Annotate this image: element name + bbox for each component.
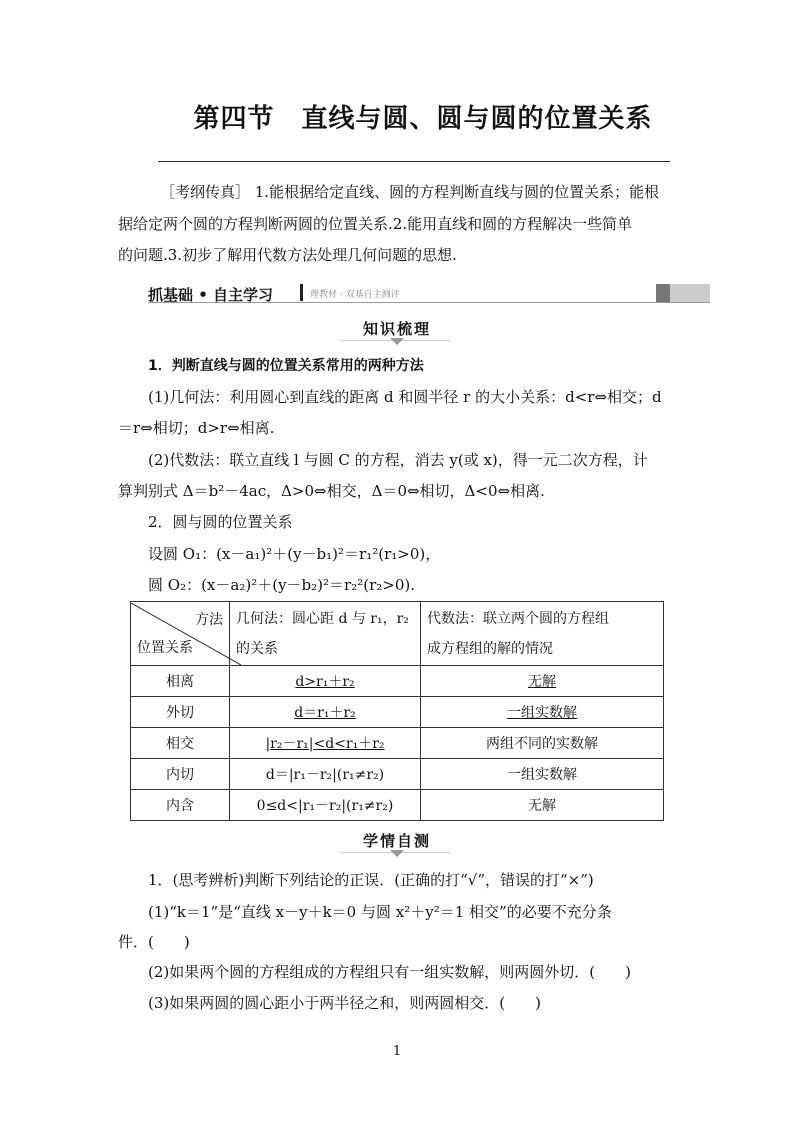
- algebraic-cell: 无解: [421, 790, 664, 821]
- algebraic-cell: 一组实数解: [421, 759, 664, 790]
- k1-geometric-2: ＝r⇔相切；d>r⇔相离.: [118, 419, 275, 437]
- table-header-row: [131, 602, 664, 666]
- question-1-3: (3)如果两圆的圆心距小于两半径之和，则两圆相交．( ): [148, 994, 541, 1012]
- header-algebraic-line1: 代数法：联立两个圆的方程组: [427, 610, 609, 627]
- selftest-arrow-icon: [390, 850, 404, 857]
- table-row: [131, 666, 664, 697]
- k1-title: 1．判断直线与圆的位置关系常用的两种方法: [148, 358, 424, 374]
- header-algebraic: [421, 602, 664, 666]
- intro-line-2: 据给定两个圆的方程判断两圆的位置关系.2.能用直线和圆的方程解决一些简单: [118, 215, 633, 233]
- relation-cell: 相交: [131, 728, 230, 759]
- circle-relation-table: [130, 601, 664, 821]
- question-1-1b: 件．( ): [118, 933, 190, 951]
- header-geometric-line2: 的关系: [236, 640, 278, 657]
- header-geometric-line1: 几何法：圆心距 d 与 r₁，r₂: [236, 610, 409, 627]
- knowledge-arrow-icon: [390, 338, 404, 345]
- k1-geometric-1: (1)几何法：利用圆心到直线的距离 d 和圆半径 r 的大小关系：d<r⇔相交；d: [148, 388, 662, 406]
- table-row: [131, 697, 664, 728]
- k2-circle-o2: 圆 O₂：(x－a₂)²＋(y－b₂)²＝r₂²(r₂>0).: [148, 576, 415, 594]
- question-1-1a: (1)“k＝1”是“直线 x－y＋k＝0 与圆 x²＋y²＝1 相交”的必要不充分条: [148, 903, 612, 921]
- section-divider: [300, 284, 303, 301]
- selftest-heading: 学情自测: [362, 832, 431, 850]
- section-bar-light-block: [670, 284, 710, 302]
- geometric-cell: 0≤d<|r₁－r₂|(r₁≠r₂): [230, 790, 421, 821]
- page-title: 第四节 直线与圆、圆与圆的位置关系: [193, 104, 653, 134]
- page-number: 1: [392, 1044, 402, 1059]
- section-label: 抓基础 • 自主学习: [148, 286, 274, 304]
- intro-line-1: ［考纲传真］ 1.能根据给定直线、圆的方程判断直线与圆的位置关系；能根: [160, 183, 660, 201]
- table-row: [131, 790, 664, 821]
- section-bar-dark-block: [656, 284, 670, 302]
- geometric-cell: d＝|r₁－r₂|(r₁≠r₂): [230, 759, 421, 790]
- relation-cell: 内含: [131, 790, 230, 821]
- knowledge-heading: 知识梳理: [362, 320, 431, 338]
- header-algebraic-line2: 成方程组的解的情况: [427, 640, 553, 657]
- algebraic-cell: 无解: [421, 666, 664, 697]
- question-1: 1．(思考辨析)判断下列结论的正误．(正确的打“√”，错误的打“×”): [148, 871, 594, 889]
- algebraic-cell: 一组实数解: [421, 697, 664, 728]
- geometric-cell: d>r₁＋r₂: [230, 666, 421, 697]
- table-row: [131, 728, 664, 759]
- table-row: [131, 759, 664, 790]
- relation-cell: 相离: [131, 666, 230, 697]
- k1-algebraic-1: (2)代数法：联立直线 l 与圆 C 的方程，消去 y(或 x)，得一元二次方程，计: [148, 451, 648, 469]
- section-bar: [148, 284, 710, 302]
- header-method: 方法: [195, 611, 223, 628]
- k2-title: 2．圆与圆的位置关系: [148, 513, 293, 531]
- section-sublabel: 理教材 · 双基自主测评: [310, 290, 400, 300]
- geometric-cell: |r₂－r₁|<d<r₁＋r₂: [230, 728, 421, 759]
- geometric-cell: d＝r₁＋r₂: [230, 697, 421, 728]
- header-relation: 位置关系: [137, 639, 193, 656]
- k1-algebraic-2: 算判别式 Δ＝b²－4ac，Δ>0⇔相交，Δ＝0⇔相切，Δ<0⇔相离.: [118, 482, 545, 500]
- relation-cell: 外切: [131, 697, 230, 728]
- question-1-2: (2)如果两个圆的方程组成的方程组只有一组实数解，则两圆外切．( ): [148, 963, 631, 981]
- intro-line-3: 的问题.3.初步了解用代数方法处理几何问题的思想.: [118, 246, 457, 264]
- section-rule: [148, 302, 710, 303]
- table-corner-cell: [131, 602, 230, 666]
- k2-circle-o1: 设圆 O₁：(x－a₁)²＋(y－b₁)²＝r₁²(r₁>0)，: [148, 545, 441, 563]
- header-geometric: [230, 602, 421, 666]
- algebraic-cell: 两组不同的实数解: [421, 728, 664, 759]
- title-divider: [158, 161, 670, 162]
- relation-cell: 内切: [131, 759, 230, 790]
